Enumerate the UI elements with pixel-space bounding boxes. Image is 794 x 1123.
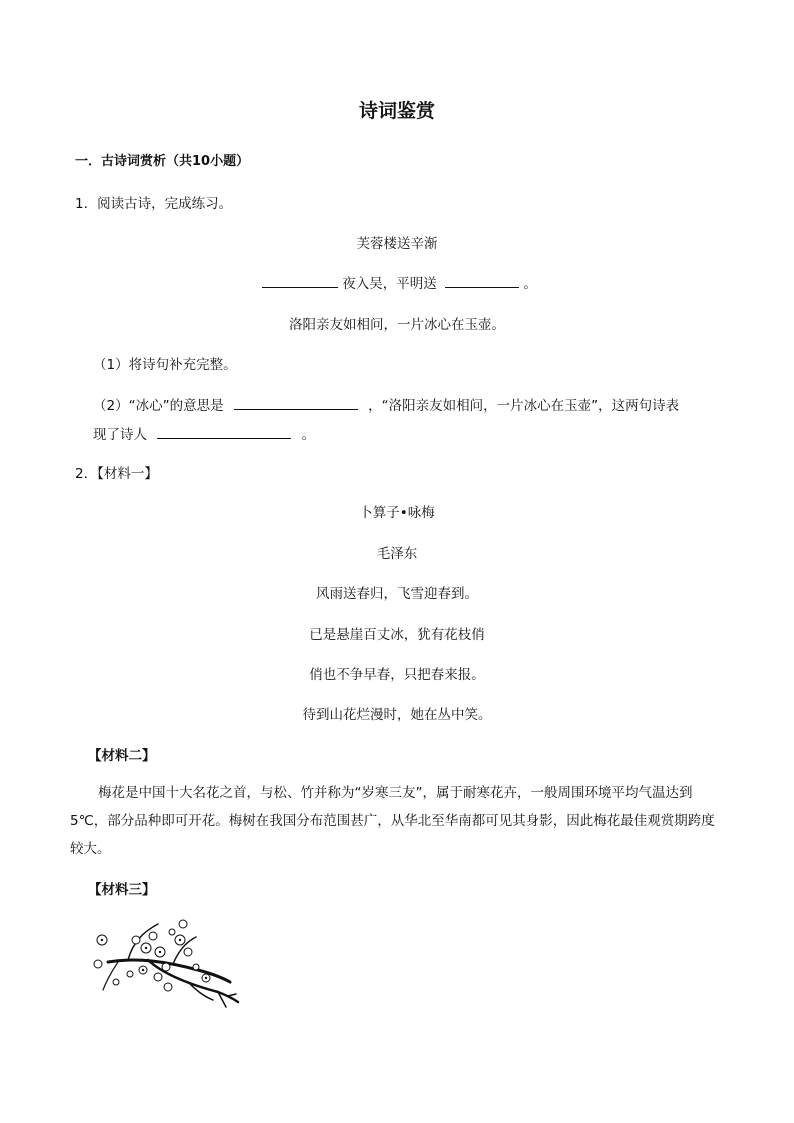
q1-sub2-c: 现了诗人 bbox=[93, 427, 147, 443]
q1-sub2-d: 。 bbox=[301, 427, 316, 443]
q1-poem-title: 芙蓉楼送辛渐 bbox=[356, 236, 438, 252]
q2-poem-line: 风雨送春归，飞雪迎春到。 bbox=[316, 586, 478, 602]
q2-poem-line: 待到山花烂漫时，她在丛中笑。 bbox=[302, 707, 492, 723]
q2-material2-text: 梅花是中国十大名花之首，与松、竹并称为“岁寒三友”，属于耐寒花卉，一般周围环境平均气温达到5℃，部分品种即可开花。梅树在我国分布范围甚广，从华北至华南都可见其身影，因此梅花最佳观赏期跨度较大。 bbox=[70, 785, 715, 857]
q1-blank-2[interactable] bbox=[445, 275, 519, 288]
q1-sub2-b: ，“洛阳亲友如相问，一片冰心在玉壶”，这两句诗表 bbox=[368, 398, 680, 414]
q1-sub2-line2 bbox=[93, 423, 315, 443]
q1-stem: 1．阅读古诗，完成练习。 bbox=[75, 196, 233, 212]
q1-sub2-line1 bbox=[93, 394, 679, 414]
q1-line1-middle: 夜入吴，平明送 bbox=[342, 276, 437, 292]
q2-material2-label: 【材料二】 bbox=[88, 748, 156, 764]
page-title: 诗词鉴赏 bbox=[358, 100, 435, 122]
q1-line1-end: 。 bbox=[523, 276, 537, 292]
q1-blank-4[interactable] bbox=[157, 426, 291, 439]
q2-poem-line: 俏也不争早春，只把春来报。 bbox=[309, 667, 485, 683]
q2-poem-author: 毛泽东 bbox=[376, 546, 418, 562]
q1-blank-1[interactable] bbox=[262, 275, 338, 288]
q2-material1-label: 2．【材料一】 bbox=[75, 466, 158, 482]
q1-blank-3[interactable] bbox=[234, 397, 358, 410]
q1-sub2-a: （2）“冰心”的意思是 bbox=[93, 398, 224, 414]
q2-poem-line: 已是悬崖百丈冰，犹有花枝俏 bbox=[309, 627, 485, 643]
q1-poem-line2: 洛阳亲友如相问，一片冰心在玉壶。 bbox=[289, 317, 505, 333]
q1-sub1: （1）将诗句补充完整。 bbox=[93, 357, 237, 373]
q2-poem-title: 卜算子•咏梅 bbox=[359, 505, 435, 521]
plum-blossom-illustration bbox=[88, 912, 248, 1012]
q1-poem-line1 bbox=[262, 272, 537, 292]
q2-material3-label: 【材料三】 bbox=[88, 882, 156, 898]
section-heading: 一．古诗词赏析（共10小题） bbox=[75, 154, 250, 169]
